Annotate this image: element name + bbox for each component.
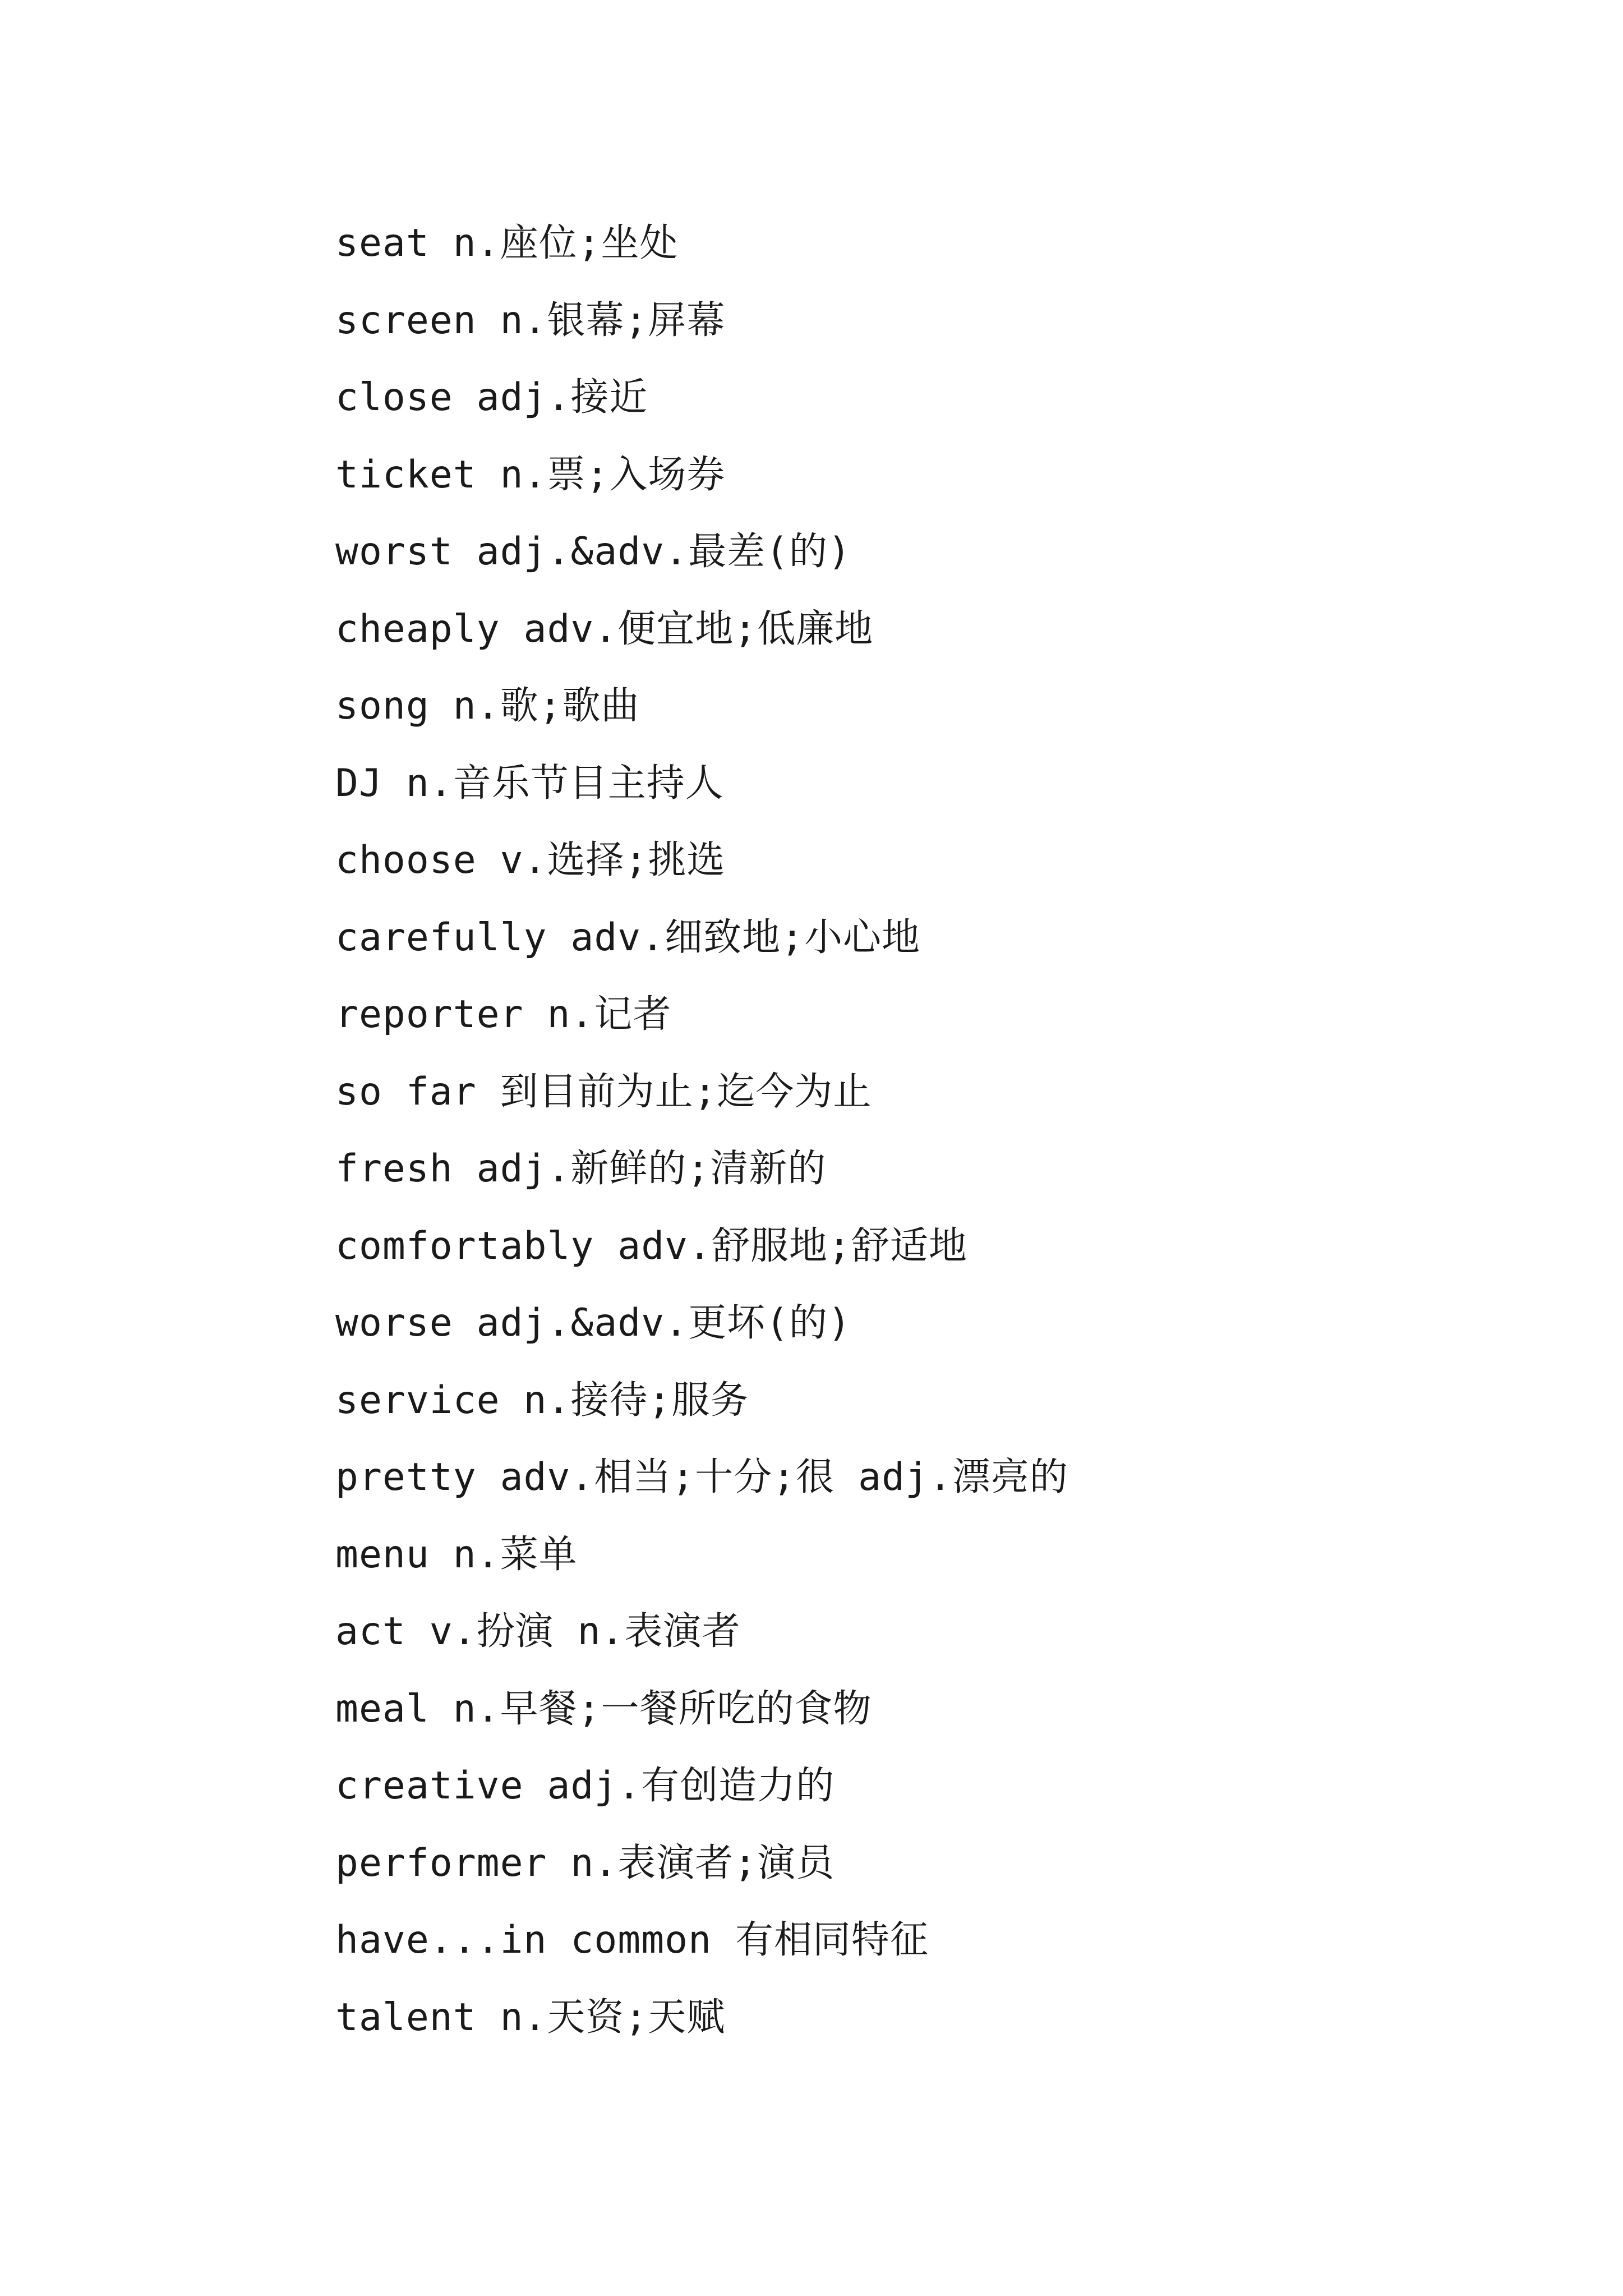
vocab-entry: have...in common 有相同特征 [335, 1918, 929, 1962]
vocab-entry: performer n.表演者;演员 [335, 1841, 835, 1885]
vocab-entry: carefully adv.细致地;小心地 [335, 915, 921, 960]
vocab-entry: service n.接待;服务 [335, 1378, 749, 1423]
vocab-entry: ticket n.票;入场券 [335, 452, 726, 497]
vocabulary-list [335, 205, 1068, 2056]
vocab-entry: cheaply adv.便宜地;低廉地 [335, 606, 874, 651]
vocab-entry: worse adj.&adv.更坏(的) [335, 1301, 851, 1345]
vocab-entry: reporter n.记者 [335, 992, 672, 1037]
vocab-entry: menu n.菜单 [335, 1532, 578, 1577]
vocab-entry: song n.歌;歌曲 [335, 684, 640, 728]
vocab-entry: comfortably adv.舒服地;舒适地 [335, 1223, 967, 1268]
vocab-entry: meal n.早餐;一餐所吃的食物 [335, 1686, 872, 1731]
vocab-entry: DJ n.音乐节目主持人 [335, 761, 724, 806]
vocab-entry: so far 到目前为止;迄今为止 [335, 1069, 872, 1114]
vocab-entry: pretty adv.相当;十分;很 adj.漂亮的 [335, 1455, 1068, 1499]
vocab-entry: act v.扮演 n.表演者 [335, 1609, 741, 1654]
vocab-entry: screen n.银幕;屏幕 [335, 298, 726, 343]
vocab-entry: talent n.天资;天赋 [335, 1995, 726, 2040]
vocab-entry: worst adj.&adv.最差(的) [335, 530, 851, 574]
vocab-entry: seat n.座位;坐处 [335, 221, 679, 265]
vocab-entry: close adj.接近 [335, 375, 648, 420]
vocab-entry: fresh adj.新鲜的;清新的 [335, 1147, 827, 1191]
vocab-entry: choose v.选择;挑选 [335, 838, 726, 882]
vocab-entry: creative adj.有创造力的 [335, 1764, 835, 1808]
